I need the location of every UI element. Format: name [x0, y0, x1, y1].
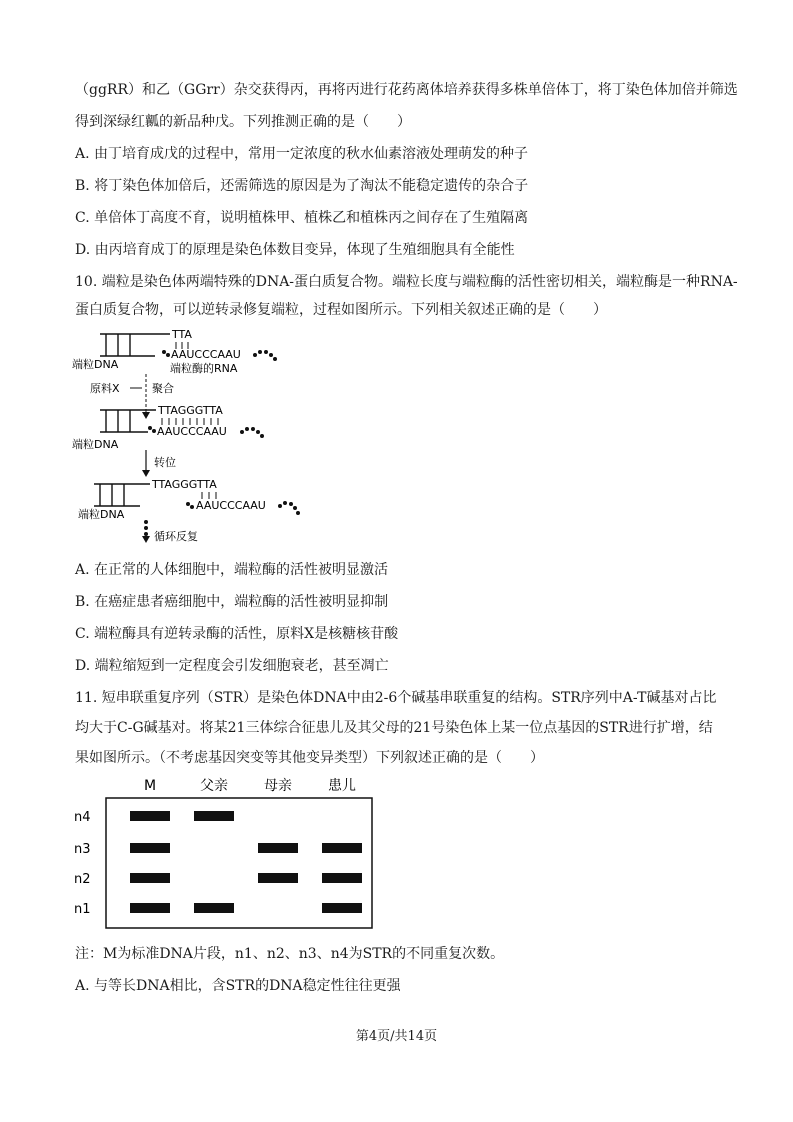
q11-stem-line2: 均大于C-G碱基对。将某21三体综合征患儿及其父母的21号染色体上某一位点基因的STR进行扩增，结	[75, 720, 713, 736]
label-raw-material: 原料X	[90, 382, 120, 395]
q11-stem-line1: 11. 短串联重复序列（STR）是染色体DNA中由2-6个碱基串联重复的结构。STR序列中A-T碱基对占比	[75, 690, 717, 706]
repeat-dots	[144, 520, 148, 536]
page-footer: 第4页/共14页	[355, 1029, 438, 1044]
step2-top-strand: TTAGGGTTA	[158, 404, 223, 417]
gel-band	[322, 873, 362, 883]
q9-stem-line2: 得到深绿红瓤的新品种戊。下列推测正确的是（ ）	[75, 114, 411, 130]
q10-option-d: D. 端粒缩短到一定程度会引发细胞衰老，甚至凋亡	[75, 658, 389, 674]
step3-rna-strand: AAUCCCAAU	[196, 499, 266, 512]
q11-stem-line3: 果如图所示。（不考虑基因突变等其他变异类型）下列叙述正确的是（ ）	[75, 750, 544, 766]
step3-rna-dots-left	[186, 502, 194, 509]
step3-dna	[94, 484, 150, 506]
step3-top-strand: TTAGGGTTA	[152, 478, 217, 491]
arrow-translocate-head	[142, 470, 150, 477]
gel-row-label: n3	[74, 842, 91, 857]
label-translocate: 转位	[154, 456, 176, 469]
gel-band	[194, 903, 234, 913]
q10-stem-line1: 10. 端粒是染色体两端特殊的DNA-蛋白质复合物。端粒长度与端粒酶的活性密切相关，端粒酶是一种RNA-	[75, 274, 738, 290]
gel-lane-label: 患儿	[328, 778, 356, 794]
gel-band	[322, 903, 362, 913]
step2-rna-strand: AAUCCCAAU	[157, 425, 227, 438]
label-repeat: 循环反复	[154, 530, 198, 543]
gel-band	[130, 843, 170, 853]
gel-band	[258, 873, 298, 883]
gel-lane-label: M	[143, 778, 157, 794]
q9-option-d: D. 由丙培育成丁的原理是染色体数目变异，体现了生殖细胞具有全能性	[75, 242, 515, 258]
step3-label-telomere-dna: 端粒DNA	[78, 508, 125, 521]
step3-rna-dots-right	[278, 501, 300, 515]
q10-option-c: C. 端粒酶具有逆转录酶的活性，原料X是核糖核苷酸	[75, 626, 399, 642]
q9-stem-line1: （ggRR）和乙（GGrr）杂交获得丙，再将丙进行花药离体培养获得多株单倍体丁，将丁染色体加倍并筛选	[75, 82, 738, 98]
label-telomerase-rna: 端粒酶的RNA	[170, 362, 238, 375]
gel-row-label: n1	[74, 902, 91, 917]
gel-band	[258, 843, 298, 853]
step1-rna-dots-left	[162, 350, 170, 357]
step2-label-telomere-dna: 端粒DNA	[72, 438, 119, 451]
step1-label-telomere-dna: 端粒DNA	[72, 358, 119, 371]
str-gel-figure	[70, 774, 390, 934]
q9-option-b: B. 将丁染色体加倍后，还需筛选的原因是为了淘汰不能稳定遗传的杂合子	[75, 178, 529, 194]
q9-option-c: C. 单倍体丁高度不育，说明植株甲、植株乙和植株丙之间存在了生殖隔离	[75, 210, 529, 226]
arrow-polymerize-head	[142, 412, 150, 419]
gel-band	[130, 903, 170, 913]
gel-band	[194, 811, 234, 821]
gel-band	[322, 843, 362, 853]
step1-rna-strand: AAUCCCAAU	[171, 348, 241, 361]
step1-dna	[100, 334, 170, 356]
telomerase-diagram	[70, 322, 330, 552]
step2-pairing	[162, 418, 218, 425]
step2-rna-dots-right	[240, 427, 264, 438]
step3-pairing	[202, 492, 216, 499]
label-polymerize: 聚合	[152, 382, 174, 395]
repeat-arrow-head	[142, 536, 150, 543]
q9-option-a: A. 由丁培育成戊的过程中，常用一定浓度的秋水仙素溶液处理萌发的种子	[75, 146, 529, 162]
gel-row-label: n4	[74, 810, 91, 825]
q10-option-a: A. 在正常的人体细胞中，端粒酶的活性被明显激活	[75, 562, 389, 578]
gel-band	[130, 811, 170, 821]
step1-rna-dots-right	[253, 350, 277, 361]
q10-option-b: B. 在癌症患者癌细胞中，端粒酶的活性被明显抑制	[75, 594, 389, 610]
step2-rna-dots-left	[148, 426, 156, 433]
gel-band	[130, 873, 170, 883]
q10-stem-line2: 蛋白质复合物，可以逆转录修复端粒，过程如图所示。下列相关叙述正确的是（ ）	[75, 302, 607, 318]
gel-lane-label: 父亲	[200, 778, 228, 794]
gel-row-label: n2	[74, 872, 91, 887]
gel-lane-label: 母亲	[264, 778, 292, 794]
q11-note: 注：M为标准DNA片段，n1、n2、n3、n4为STR的不同重复次数。	[75, 946, 505, 962]
q11-option-a: A. 与等长DNA相比，含STR的DNA稳定性往往更强	[75, 978, 401, 994]
step1-top-strand: TTA	[172, 328, 192, 341]
